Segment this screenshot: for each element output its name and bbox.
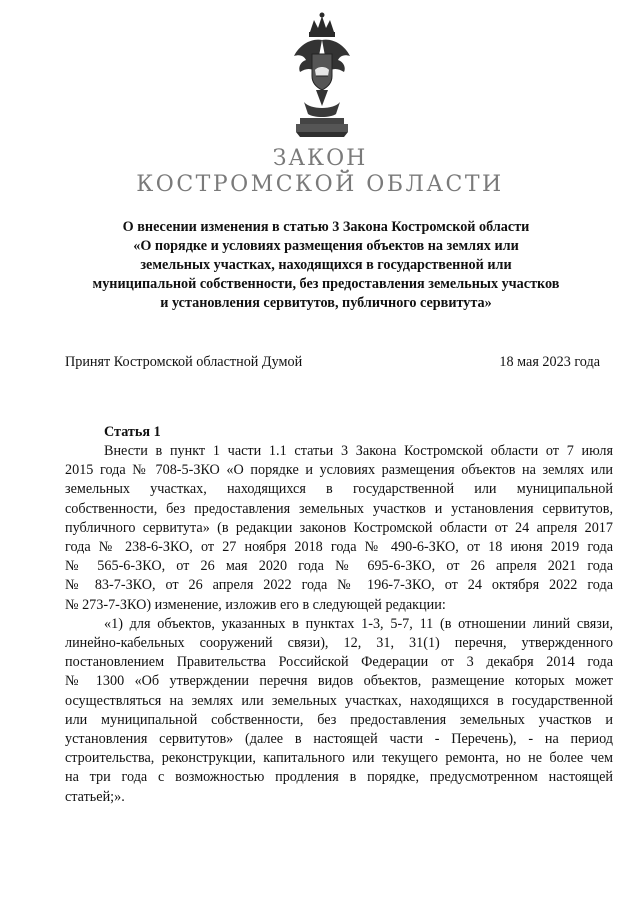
article-heading: Статья 1 — [104, 424, 161, 440]
body-line: осуществляться на землях или земельных участках, находящихся в государственной — [65, 692, 613, 709]
subject-line: «О порядке и условиях размещения объектов на землях или — [133, 238, 519, 254]
body-line: на три года с возможностью продления в порядке, предусмотренном настоящей — [65, 769, 613, 786]
body-line: линейно-кабельных сооружений связи), 12, 31, 31(1) перечня, утвержденного — [65, 635, 613, 652]
body-line: или муниципальной собственности, без предоставления земельных участков и — [65, 711, 613, 728]
body-line: установления сервитутов» (далее в настоящей части - Перечень), - на период — [65, 731, 613, 748]
body-line: года № 238-6-ЗКО, от 27 ноября 2018 года № 490-6-ЗКО, от 18 июня 2019 года — [65, 539, 613, 556]
body-line: № 1300 «Об утверждении перечня видов объектов, размещение которых может — [65, 673, 613, 690]
body-line: № 83-7-ЗКО, от 26 апреля 2022 года № 196-7-ЗКО, от 24 октября 2022 года — [65, 577, 613, 594]
article-body — [65, 442, 613, 807]
region-title: КОСТРОМСКОЙ ОБЛАСТИ — [136, 172, 504, 197]
body-line: Внести в пункт 1 части 1.1 статьи 3 Закона Костромской области от 7 июля — [104, 443, 613, 459]
body-line: 2015 года № 708-5-ЗКО «О порядке и условиях размещения объектов на землях или — [65, 462, 613, 479]
body-line: строительства, реконструкции, капитального или текущего ремонта, но не более чем — [65, 750, 613, 767]
subject-line: муниципальной собственности, без предоставления земельных участков — [92, 276, 560, 292]
subject-line: О внесении изменения в статью 3 Закона Костромской области — [122, 219, 530, 235]
body-line: земельных участках, находящихся в государственной или муниципальной — [65, 481, 613, 498]
adoption-date: 18 мая 2023 года — [499, 354, 600, 370]
body-line: № 565-6-ЗКО, от 26 мая 2020 года № 695-6-ЗКО, от 26 апреля 2021 года — [65, 558, 613, 575]
body-line: публичного сервитута» (в редакции законов Костромской области от 24 апреля 2017 — [65, 519, 613, 536]
law-subject-heading — [60, 218, 592, 313]
adopted-by-text: Принят Костромской областной Думой — [65, 354, 303, 370]
body-line: собственности, без предоставления земельных участков и установления сервитутов, — [65, 500, 613, 517]
body-line: № 273-7-ЗКО) изменение, изложив его в следующей редакции: — [65, 596, 446, 613]
body-line: статьей;». — [65, 788, 125, 805]
subject-line: и установления сервитутов, публичного сервитута» — [160, 295, 492, 311]
law-type-title: ЗАКОН — [272, 146, 368, 171]
kostroma-coat-of-arms-icon — [290, 10, 354, 138]
body-line: постановлением Правительства Российской Федерации от 3 декабря 2014 года — [65, 654, 613, 671]
body-line: «1) для объектов, указанных в пунктах 1-3, 5-7, 11 (в отношении линий связи, — [104, 615, 613, 632]
subject-line: земельных участках, находящихся в государственной или — [140, 257, 512, 273]
